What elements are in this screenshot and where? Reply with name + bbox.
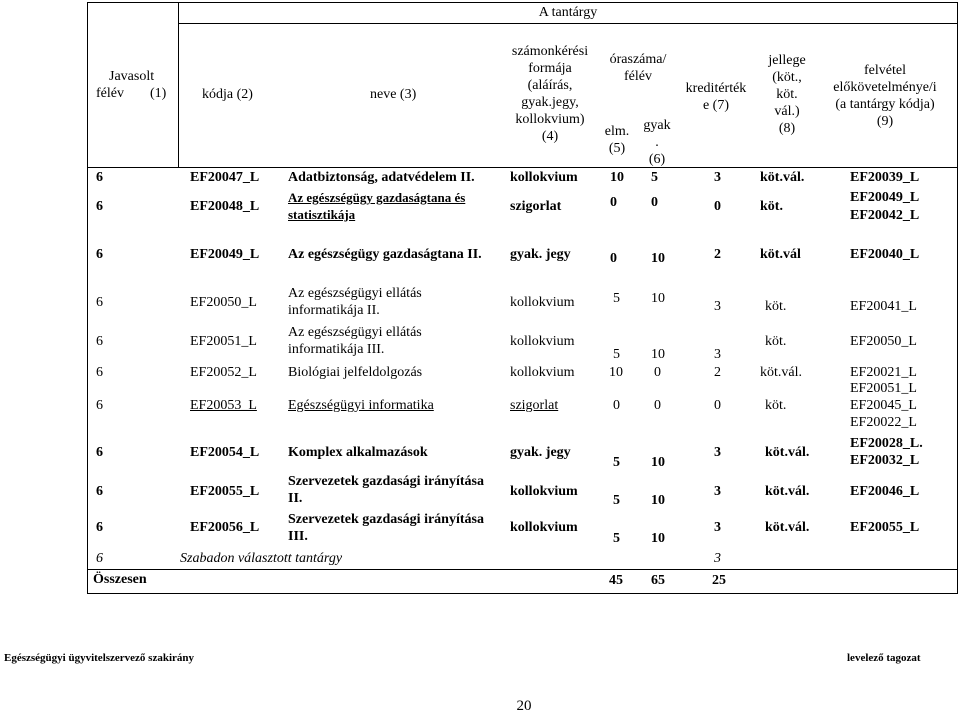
row-type: köt.	[760, 199, 783, 214]
header-lecture: elm.	[604, 124, 630, 139]
row-type: köt.	[765, 398, 787, 413]
row-name: Az egészségügyi ellátás	[288, 325, 422, 340]
row-lecture: 5	[613, 455, 620, 470]
header-name: neve (3)	[370, 87, 417, 102]
row-credit: 3	[714, 299, 721, 314]
row-practice: 10	[651, 455, 665, 470]
row-prerequisite: EF20046_L	[850, 484, 920, 499]
row-semester: 6	[96, 247, 103, 262]
row-credit: 3	[714, 484, 721, 499]
row-name: III.	[288, 529, 308, 544]
header-credit: e (7)	[702, 98, 730, 113]
row-practice: 0	[654, 365, 661, 380]
total-practice: 65	[651, 573, 665, 588]
row-name: Az egészségügy gazdaságtana és	[288, 190, 466, 205]
row-exam: kollokvium	[510, 365, 575, 380]
header-hours: óraszáma/	[609, 52, 667, 67]
row-prerequisite: EF20022_L	[850, 415, 917, 430]
header-semester: Javasolt	[109, 69, 155, 84]
row-semester: 6	[96, 295, 103, 310]
row-exam: gyak. jegy	[510, 445, 571, 460]
row-code: EF20056_L	[190, 520, 260, 535]
row-prerequisite: EF20040_L	[850, 247, 920, 262]
row-credit: 2	[714, 365, 721, 380]
row-type: köt.vál.	[765, 445, 810, 460]
row-prerequisite: EF20055_L	[850, 520, 920, 535]
row-lecture: 0	[610, 195, 617, 210]
elective-credit: 3	[714, 551, 721, 566]
row-semester: 6	[96, 334, 103, 349]
row-code: EF20054_L	[190, 445, 260, 460]
total-lecture: 45	[609, 573, 623, 588]
row-name: Biológiai jelfeldolgozás	[288, 365, 423, 380]
row-lecture: 10	[609, 365, 623, 380]
row-exam: kollokvium	[510, 520, 578, 535]
row-prerequisite: EF20041_L	[850, 299, 917, 314]
row-code: EF20052_L	[190, 365, 257, 380]
row-name: informatikája II.	[288, 303, 380, 318]
row-lecture: 5	[613, 291, 620, 306]
row-prerequisite: EF20021_L	[850, 365, 917, 380]
row-prerequisite: EF20051_L	[850, 381, 917, 396]
row-lecture: 0	[610, 251, 617, 266]
header-hours: félév	[624, 69, 652, 84]
header-type: jellege	[768, 53, 806, 68]
row-semester: 6	[96, 199, 103, 214]
row-type: köt.vál	[760, 247, 801, 262]
elective-label: Szabadon választott tantárgy	[180, 551, 343, 566]
row-exam: gyak. jegy	[510, 247, 571, 262]
footer-specialization: Egészségügyi ügyvitelszervező szakirány	[4, 652, 195, 664]
row-exam: kollokvium	[510, 334, 575, 349]
row-type: köt.	[765, 334, 787, 349]
row-lecture: 5	[613, 493, 620, 508]
row-semester: 6	[96, 520, 103, 535]
header-type: (8)	[778, 121, 796, 136]
row-type: köt.vál.	[765, 484, 810, 499]
row-code: EF20047_L	[190, 170, 260, 185]
row-lecture: 0	[613, 398, 620, 413]
row-type: köt.vál.	[760, 365, 802, 380]
row-prerequisite: EF20032_L	[850, 453, 920, 468]
row-name: Szervezetek gazdasági irányítása	[288, 512, 484, 527]
row-name: II.	[288, 491, 303, 506]
row-name: informatikája III.	[288, 342, 385, 357]
row-type: köt.vál.	[760, 170, 805, 185]
row-credit: 3	[714, 170, 721, 185]
row-semester: 6	[96, 445, 103, 460]
header-exam-form: (aláírás,	[527, 78, 573, 93]
row-exam: szigorlat	[510, 199, 562, 214]
row-name: Az egészségügyi ellátás	[288, 286, 422, 301]
row-type: köt.vál.	[765, 520, 810, 535]
row-prerequisite: EF20042_L	[850, 208, 920, 223]
header-divider	[178, 23, 958, 24]
header-exam-form: (4)	[541, 129, 559, 144]
row-practice: 5	[651, 170, 658, 185]
header-semester: félév	[96, 86, 124, 101]
header-exam-form: formája	[528, 61, 572, 76]
row-prerequisite: EF20049_L	[850, 190, 920, 205]
header-prerequisite: felvétel	[864, 63, 906, 78]
header-semester: (1)	[150, 86, 167, 101]
row-name: Egészségügyi informatika	[288, 398, 434, 413]
row-credit: 0	[714, 398, 721, 413]
row-practice: 0	[651, 195, 658, 210]
header-exam-form: kollokvium)	[515, 112, 585, 127]
row-credit: 3	[714, 520, 721, 535]
row-lecture: 5	[613, 531, 620, 546]
header-group-title: A tantárgy	[538, 5, 598, 20]
header-practice: .	[655, 135, 659, 150]
row-prerequisite: EF20028_L.	[850, 436, 923, 451]
header-credit: kreditérték	[685, 81, 747, 96]
row-name: statisztikája	[288, 207, 356, 222]
row-lecture: 10	[610, 170, 624, 185]
header-type: (köt.,	[772, 70, 802, 85]
row-exam: kollokvium	[510, 170, 578, 185]
total-label: Összesen	[93, 572, 147, 587]
row-code: EF20055_L	[190, 484, 260, 499]
header-prerequisite: (a tantárgy kódja)	[835, 97, 935, 112]
row-exam: kollokvium	[510, 484, 578, 499]
row-prerequisite: EF20039_L	[850, 170, 920, 185]
row-name: Szervezetek gazdasági irányítása	[288, 474, 484, 489]
row-practice: 10	[651, 347, 665, 362]
table-left-border	[87, 2, 88, 594]
row-practice: 10	[651, 291, 665, 306]
header-code: kódja (2)	[202, 87, 253, 102]
row-practice: 10	[651, 251, 665, 266]
header-exam-form: számonkérési	[511, 44, 589, 59]
row-exam: kollokvium	[510, 295, 575, 310]
table-top-border	[87, 2, 958, 3]
header-column-rule	[178, 2, 179, 168]
row-type: köt.	[765, 299, 787, 314]
row-name: Az egészségügy gazdaságtana II.	[288, 247, 482, 262]
row-code: EF20049_L	[190, 247, 260, 262]
total-credit: 25	[712, 573, 726, 588]
row-code: EF20053_L	[190, 398, 257, 413]
header-lecture: (5)	[608, 141, 626, 156]
row-credit: 3	[714, 445, 721, 460]
page-number: 20	[516, 698, 532, 714]
row-semester: 6	[96, 365, 103, 380]
footer-mode: levelező tagozat	[847, 652, 921, 664]
row-prerequisite: EF20045_L	[850, 398, 917, 413]
row-credit: 0	[714, 199, 721, 214]
row-name: Komplex alkalmazások	[288, 445, 428, 460]
row-credit: 3	[714, 347, 721, 362]
header-type: köt.	[776, 87, 798, 102]
row-practice: 0	[654, 398, 661, 413]
total-row-rule	[87, 569, 958, 570]
row-code: EF20050_L	[190, 295, 257, 310]
row-name: Adatbiztonság, adatvédelem II.	[288, 170, 475, 185]
header-prerequisite: előkövetelménye/i	[833, 80, 937, 95]
header-practice: gyak	[643, 118, 671, 133]
row-practice: 10	[651, 531, 665, 546]
header-exam-form: gyak.jegy,	[521, 95, 579, 110]
header-type: vál.)	[774, 104, 800, 119]
row-prerequisite: EF20050_L	[850, 334, 917, 349]
row-practice: 10	[651, 493, 665, 508]
row-lecture: 5	[613, 347, 620, 362]
header-prerequisite: (9)	[876, 114, 894, 129]
row-semester: 6	[96, 398, 103, 413]
row-exam: szigorlat	[510, 398, 559, 413]
row-credit: 2	[714, 247, 721, 262]
elective-semester: 6	[96, 551, 103, 566]
row-code: EF20051_L	[190, 334, 257, 349]
row-code: EF20048_L	[190, 199, 260, 214]
row-semester: 6	[96, 170, 103, 185]
table-bottom-border	[87, 593, 958, 594]
header-practice: (6)	[648, 152, 666, 167]
row-semester: 6	[96, 484, 103, 499]
